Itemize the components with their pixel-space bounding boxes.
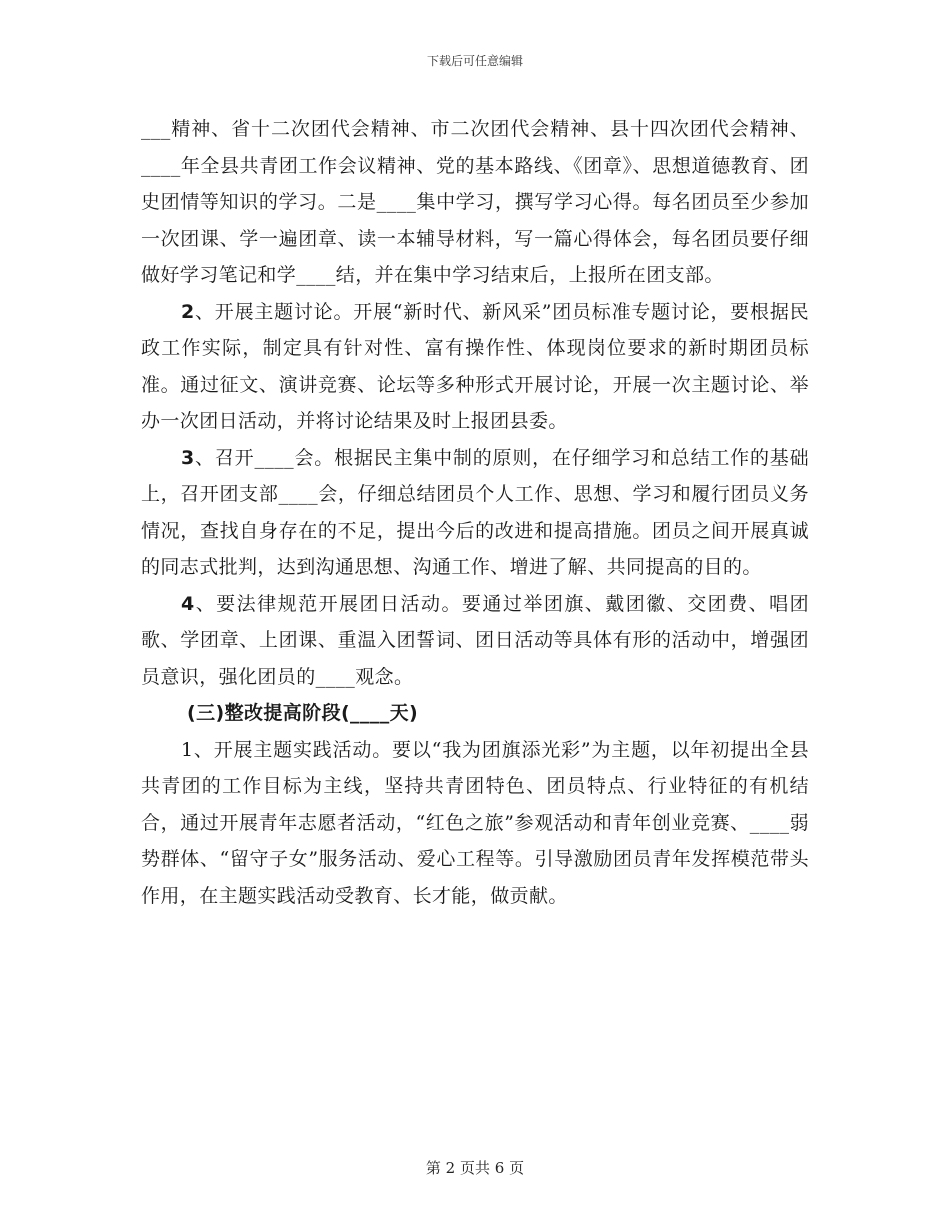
item-number: 3 bbox=[181, 446, 195, 469]
section-heading-rectification: (三)整改提高阶段(____天) bbox=[187, 702, 419, 724]
item-number: 2 bbox=[181, 300, 195, 323]
paragraph-text: 、开展主题讨论。开展“新时代、新风采”团员标准专题讨论，要根据民政工作实际，制定具有针对性、富有操作性、体现岗位要求的新时期团员标准。通过征文、演讲竞赛、论坛等多种形式开展讨论，开展一次主题讨论、举办一次团日活动，并将讨论结果及时上报团县委。 bbox=[141, 300, 809, 432]
page-number: 第 2 页共 6 页 bbox=[425, 1159, 525, 1177]
paragraph-text: 、召开____会。根据民主集中制的原则，在仔细学习和总结工作的基础上，召开团支部____会，仔细总结团员个人工作、思想、学习和履行团员义务情况，查找自身存在的不足，提出今后的改进和提高措施。团员之间开展真诚的同志式批判，达到沟通思想、沟通工作、增进了解、共同提高的目的。 bbox=[141, 446, 809, 578]
item-number: 4 bbox=[181, 592, 195, 615]
paragraph-meeting bbox=[141, 440, 809, 586]
paragraph-practice-activities: 1、开展主题实践活动。要以“我为团旗添光彩”为主题，以年初提出全县共青团的工作目标为主线，坚持共青团特色、团员特点、行业特征的有机结合，通过开展青年志愿者活动，“红色之旅”参观活动和青年创业竞赛、____弱势群体、“留守子女”服务活动、爱心工程等。引导激励团员青年发挥模范带头作用，在主题实践活动受教育、长才能，做贡献。 bbox=[141, 738, 809, 907]
page-header: 下载后可任意编辑 bbox=[426, 54, 523, 68]
paragraph-text: 、要法律规范开展团日活动。要通过举团旗、戴团徽、交团费、唱团歌、学团章、上团课、重温入团誓词、团日活动等具体有形的活动中，增强团员意识，强化团员的____观念。 bbox=[141, 592, 809, 688]
paragraph-study-content: ___精神、省十二次团代会精神、市二次团代会精神、县十四次团代会精神、____年全县共青团工作会议精神、党的基本路线、《团章》、思想道德教育、团史团情等知识的学习。二是____集中学习，撰写学习心得。每名团员至少参加一次团课、学一遍团章、读一本辅导材料，写一篇心得体会，每名团员要仔细做好学习笔记和学____结，并在集中学习结束后，上报所在团支部。 bbox=[141, 118, 809, 286]
document-body bbox=[141, 111, 809, 914]
paragraph-theme-discussion bbox=[141, 294, 809, 440]
paragraph-league-day bbox=[141, 586, 809, 696]
